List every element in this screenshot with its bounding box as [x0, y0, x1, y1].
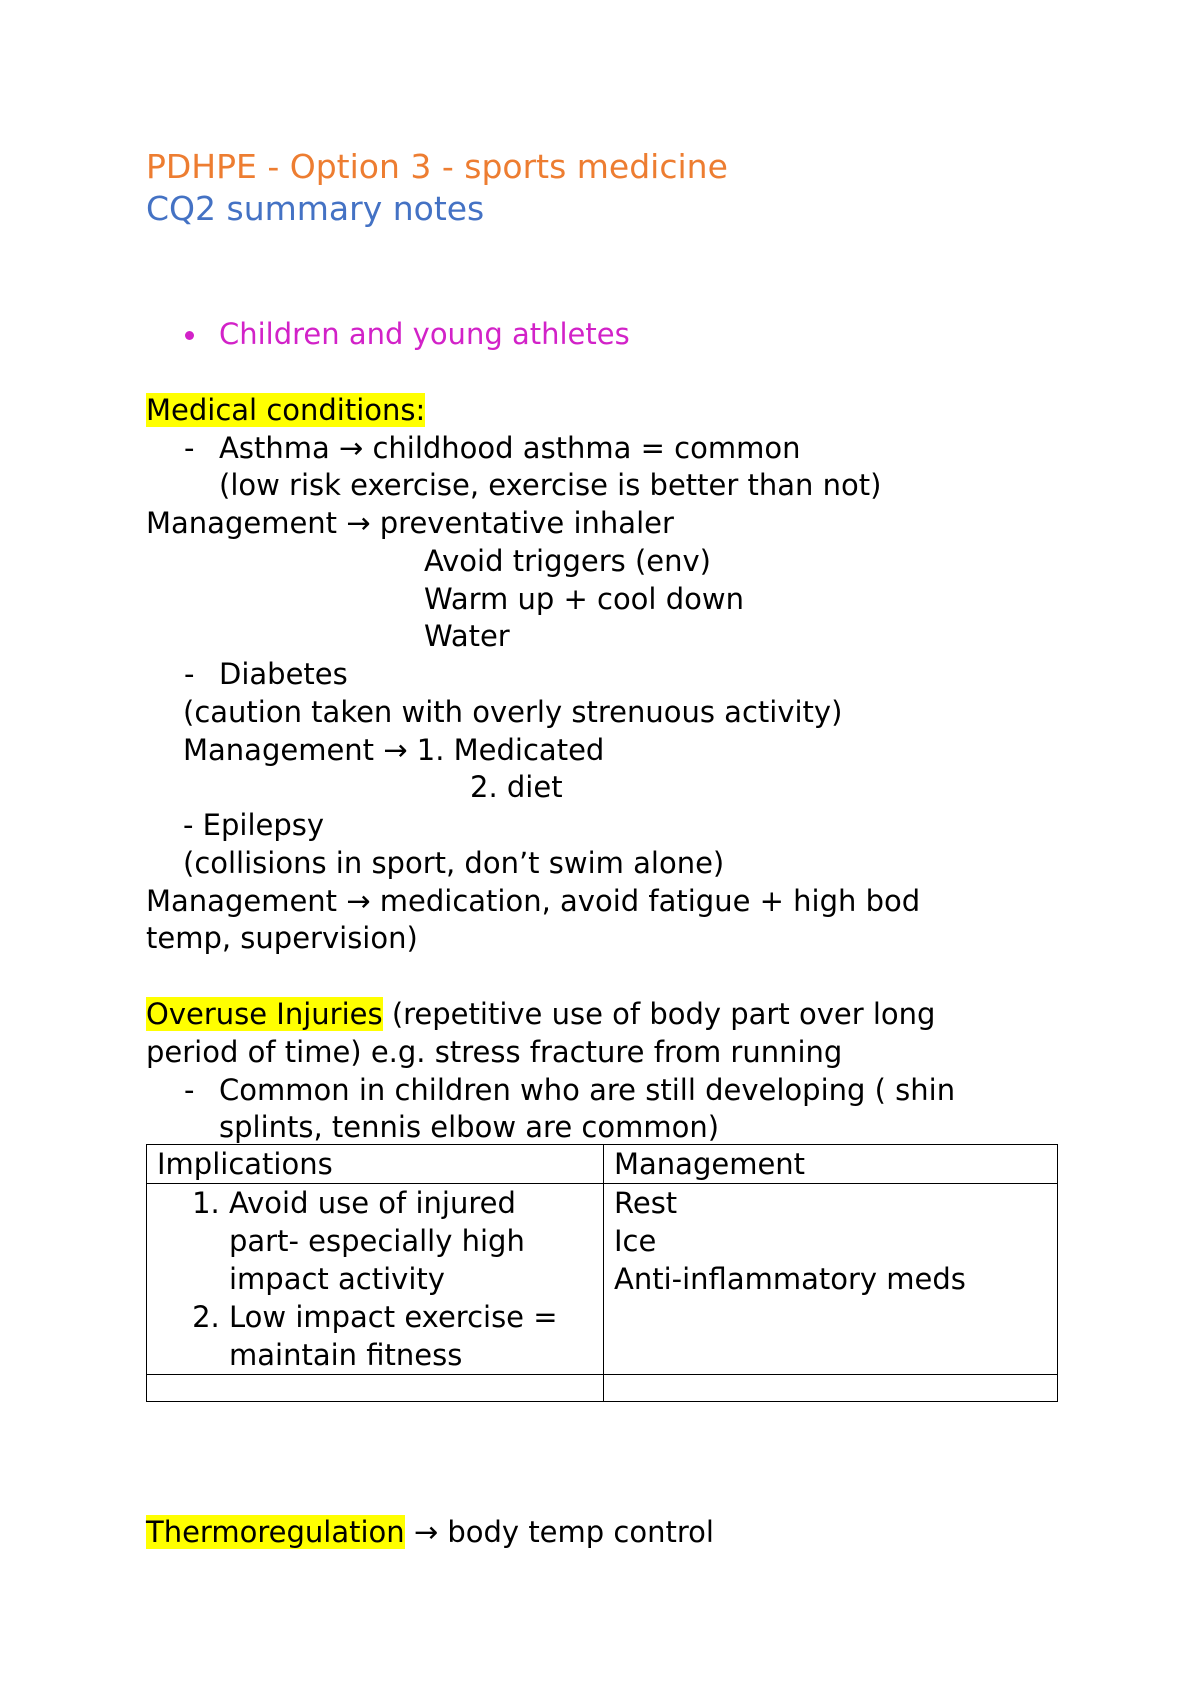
overuse-point: Common in children who are still developing ( shin — [219, 1073, 956, 1107]
table-header-row — [147, 1145, 1058, 1184]
implications-list — [157, 1184, 593, 1374]
overuse-line — [146, 996, 935, 1032]
bullet-heading: Children and young athletes — [219, 317, 630, 351]
asthma-management: Management → preventative inhaler — [146, 506, 674, 540]
diabetes-mgmt-item: 2. diet — [470, 770, 563, 804]
epilepsy-management-cont: temp, supervision) — [146, 921, 418, 955]
overuse-point-cont: splints, tennis elbow are common) — [219, 1110, 720, 1144]
diabetes-line: Diabetes — [219, 657, 348, 691]
table-row — [147, 1375, 1058, 1402]
asthma-mgmt-item: Warm up + cool down — [424, 582, 744, 616]
medical-heading: Medical conditions: — [146, 393, 426, 427]
thermo-line — [146, 1514, 714, 1550]
asthma-mgmt-item: Avoid triggers (env) — [424, 544, 711, 578]
list-item: Anti-inflammatory meds — [614, 1262, 966, 1296]
management-list — [614, 1184, 1047, 1298]
overuse-desc-cont: period of time) e.g. stress fracture from running — [146, 1035, 843, 1069]
bullet-dot-icon — [185, 331, 194, 340]
empty-cell — [604, 1375, 1058, 1402]
empty-cell — [147, 1375, 604, 1402]
document-subtitle: CQ2 summary notes — [146, 189, 485, 228]
asthma-mgmt-item: Water — [424, 619, 510, 653]
implications-table — [146, 1144, 1058, 1402]
diabetes-note: (caution taken with overly strenuous activity) — [183, 695, 843, 729]
dash-icon: - — [184, 657, 195, 691]
epilepsy-management: Management → medication, avoid fatigue + high bod — [146, 884, 921, 918]
medical-heading-line — [146, 392, 425, 428]
dash-icon: - — [184, 1073, 195, 1107]
epilepsy-note: (collisions in sport, don’t swim alone) — [183, 846, 725, 880]
document-title: PDHPE - Option 3 - sports medicine — [146, 147, 728, 186]
thermo-text: → body temp control — [404, 1515, 714, 1549]
management-cell — [604, 1184, 1058, 1375]
implications-cell — [147, 1184, 604, 1375]
list-item: Rest — [614, 1186, 678, 1220]
diabetes-management: Management → 1. Medicated — [183, 733, 605, 767]
asthma-line: Asthma → childhood asthma = common — [219, 431, 801, 465]
epilepsy-line: - Epilepsy — [183, 808, 325, 842]
list-item: Ice — [614, 1224, 657, 1258]
overuse-desc: (repetitive use of body part over long — [382, 997, 936, 1031]
overuse-heading: Overuse Injuries — [146, 997, 383, 1031]
list-item: 1. Avoid use of injured part- especially high impact activity — [229, 1184, 593, 1298]
table-row — [147, 1184, 1058, 1375]
table-header: Implications — [147, 1145, 604, 1184]
list-item: 2. Low impact exercise = maintain fitness — [229, 1298, 593, 1374]
asthma-note: (low risk exercise, exercise is better than not) — [219, 468, 882, 502]
thermo-heading: Thermoregulation — [146, 1515, 405, 1549]
table-header: Management — [604, 1145, 1058, 1184]
dash-icon: - — [184, 431, 195, 465]
